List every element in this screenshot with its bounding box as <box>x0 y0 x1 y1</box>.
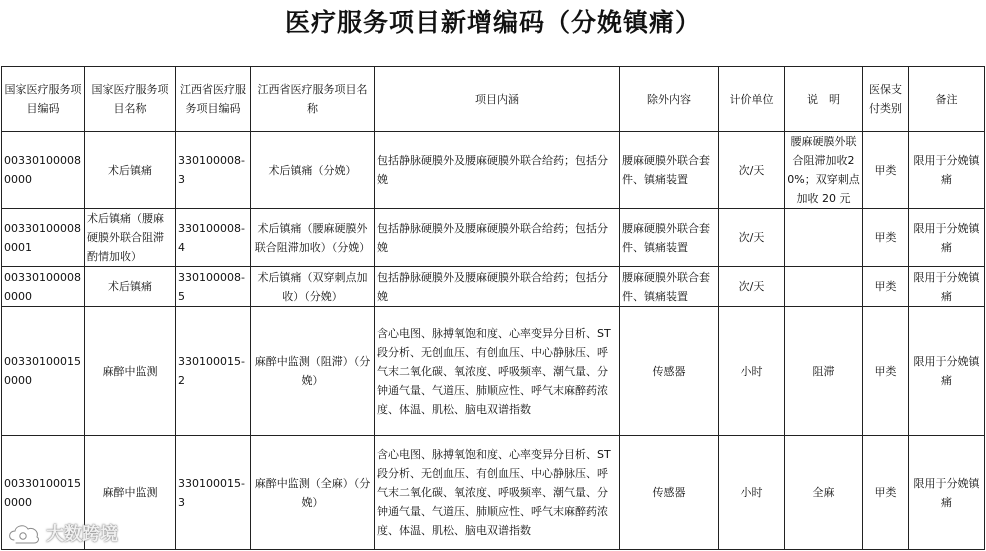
cell-insurance: 甲类 <box>863 209 909 267</box>
cloud-swirl-logo-icon <box>6 520 42 546</box>
cell-jiangxi-code: 330100015-3 <box>176 436 251 550</box>
cell-notes <box>785 209 863 267</box>
fee-code-table <box>1 66 985 550</box>
watermark-text: 大数跨境 <box>46 524 118 545</box>
cell-exclusions: 腰麻硬膜外联合套件、镇痛装置 <box>620 267 719 307</box>
cell-remarks: 限用于分娩镇痛 <box>909 307 985 436</box>
cell-unit: 次/天 <box>719 209 785 267</box>
table-row <box>2 209 985 267</box>
watermark <box>6 518 118 548</box>
cell-content: 包括静脉硬膜外及腰麻硬膜外联合给药；包括分娩 <box>375 209 620 267</box>
cell-content: 含心电图、脉搏氧饱和度、心率变异分目析、ST 段分析、无创血压、有创血压、中心静脉压、呼气末二氧化碳、氧浓度、呼吸频率、潮气量、分钟通气量、气道压、肺顺应性、呼气末麻醉药浓度、体温、肌松、脑电双谱指数 <box>375 436 620 550</box>
cell-jiangxi-name: 术后镇痛（分娩） <box>251 132 375 209</box>
cell-national-code: 003301000080001 <box>2 209 85 267</box>
cell-exclusions: 腰麻硬膜外联合套件、镇痛装置 <box>620 132 719 209</box>
cell-national-name: 麻醉中监测 <box>85 307 176 436</box>
cell-national-name: 术后镇痛 <box>85 132 176 209</box>
cell-insurance: 甲类 <box>863 132 909 209</box>
header-jiangxi-name: 江西省医疗服务项目名称 <box>251 67 375 132</box>
cell-remarks: 限用于分娩镇痛 <box>909 209 985 267</box>
cell-national-name: 麻醉中监测 <box>85 436 176 550</box>
header-unit: 计价单位 <box>719 67 785 132</box>
cell-remarks: 限用于分娩镇痛 <box>909 267 985 307</box>
cell-unit: 次/天 <box>719 267 785 307</box>
header-jiangxi-code: 江西省医疗服务项目编码 <box>176 67 251 132</box>
cell-unit: 小时 <box>719 307 785 436</box>
cell-national-name: 术后镇痛（腰麻硬膜外联合阻滞酌情加收） <box>85 209 176 267</box>
cell-exclusions: 传感器 <box>620 307 719 436</box>
table-row <box>2 267 985 307</box>
cell-remarks: 限用于分娩镇痛 <box>909 436 985 550</box>
cell-jiangxi-code: 330100008-4 <box>176 209 251 267</box>
cell-jiangxi-name: 麻醉中监测（全麻）（分娩） <box>251 436 375 550</box>
cell-unit: 小时 <box>719 436 785 550</box>
cell-notes: 腰麻硬膜外联合阻滞加收20%；双穿刺点加收 20 元 <box>785 132 863 209</box>
header-insurance: 医保支付类别 <box>863 67 909 132</box>
header-national-name: 国家医疗服务项目名称 <box>85 67 176 132</box>
cell-jiangxi-code: 330100008-3 <box>176 132 251 209</box>
cell-national-code: 003301000080000 <box>2 132 85 209</box>
cell-jiangxi-name: 术后镇痛（腰麻硬膜外联合阻滞加收）（分娩） <box>251 209 375 267</box>
cell-notes <box>785 267 863 307</box>
cell-national-code: 003301000150000 <box>2 436 85 550</box>
cell-exclusions: 传感器 <box>620 436 719 550</box>
cell-notes: 阻滞 <box>785 307 863 436</box>
page-title: 医疗服务项目新增编码（分娩镇痛） <box>284 8 701 37</box>
cell-insurance: 甲类 <box>863 436 909 550</box>
cell-content: 含心电图、脉搏氧饱和度、心率变异分目析、ST 段分析、无创血压、有创血压、中心静脉压、呼气末二氧化碳、氧浓度、呼吸频率、潮气量、分钟通气量、气道压、肺顺应性、呼气末麻醉药浓度、体温、肌松、脑电双谱指数 <box>375 307 620 436</box>
header-remarks: 备注 <box>909 67 985 132</box>
cell-notes: 全麻 <box>785 436 863 550</box>
cell-insurance: 甲类 <box>863 267 909 307</box>
table-row <box>2 436 985 550</box>
table-header-row <box>2 67 985 132</box>
cell-remarks: 限用于分娩镇痛 <box>909 132 985 209</box>
table-row <box>2 307 985 436</box>
cell-national-code: 003301000150000 <box>2 307 85 436</box>
cell-exclusions: 腰麻硬膜外联合套件、镇痛装置 <box>620 209 719 267</box>
cell-jiangxi-name: 麻醉中监测（阻滞）（分娩） <box>251 307 375 436</box>
header-exclusions: 除外内容 <box>620 67 719 132</box>
header-national-code: 国家医疗服务项目编码 <box>2 67 85 132</box>
cell-jiangxi-code: 330100008-5 <box>176 267 251 307</box>
cell-jiangxi-code: 330100015-2 <box>176 307 251 436</box>
cell-national-code: 003301000080000 <box>2 267 85 307</box>
cell-jiangxi-name: 术后镇痛（双穿刺点加收）（分娩） <box>251 267 375 307</box>
header-notes: 说 明 <box>785 67 863 132</box>
cell-content: 包括静脉硬膜外及腰麻硬膜外联合给药；包括分娩 <box>375 267 620 307</box>
header-content: 项目内涵 <box>375 67 620 132</box>
cell-insurance: 甲类 <box>863 307 909 436</box>
cell-unit: 次/天 <box>719 132 785 209</box>
cell-national-name: 术后镇痛 <box>85 267 176 307</box>
table-row <box>2 132 985 209</box>
cell-content: 包括静脉硬膜外及腰麻硬膜外联合给药；包括分娩 <box>375 132 620 209</box>
